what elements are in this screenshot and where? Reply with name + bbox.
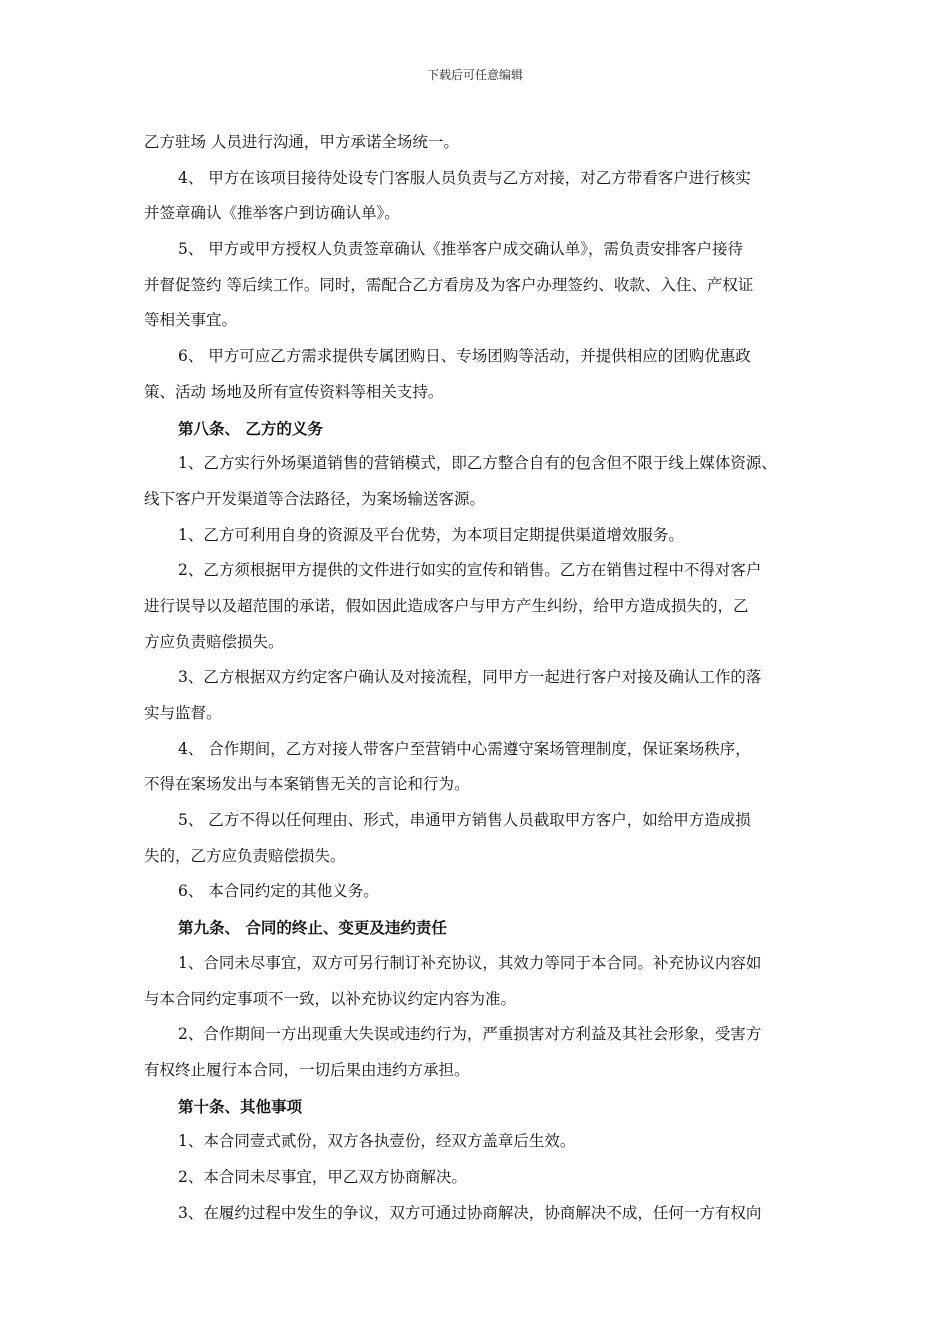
text-line: 1、合同未尽事宜，双方可另行制订补充协议，其效力等同于本合同。补充协议内容如	[178, 953, 762, 972]
text-line: 1、乙方可利用自身的资源及平台优势，为本项目定期提供渠道增效服务。	[178, 525, 684, 544]
text-line: 并督促签约 等后续工作。同时，需配合乙方看房及为客户办理签约、收款、入住、产权证	[144, 275, 754, 294]
text-line: 2、乙方须根据甲方提供的文件进行如实的宣传和销售。乙方在销售过程中不得对客户	[178, 561, 762, 580]
section-heading: 第十条、其他事项	[178, 1096, 303, 1116]
text-line: 1、乙方实行外场渠道销售的营销模式，即乙方整合自有的包含但不限于线上媒体资源、	[178, 454, 777, 473]
text-line: 4、 甲方在该项目接待处设专门客服人员负责与乙方对接，对乙方带看客户进行核实	[178, 168, 751, 187]
text-line: 进行误导以及超范围的承诺，假如因此造成客户与甲方产生纠纷，给甲方造成损失的，乙	[144, 596, 749, 615]
text-line: 3、乙方根据双方约定客户确认及对接流程，同甲方一起进行客户对接及确认工作的落	[178, 668, 762, 687]
page-header: 下载后可任意编辑	[426, 68, 523, 82]
text-line: 6、 甲方可应乙方需求提供专属团购日、专场团购等活动，并提供相应的团购优惠政	[178, 347, 751, 366]
text-line: 与本合同约定事项不一致，以补充协议约定内容为准。	[144, 989, 517, 1008]
text-line: 线下客户开发渠道等合法路径，为案场输送客源。	[144, 489, 486, 508]
text-line: 有权终止履行本合同，一切后果由违约方承担。	[144, 1060, 470, 1079]
text-line: 2、本合同未尽事宜，甲乙双方协商解决。	[178, 1167, 467, 1186]
text-line: 2、合作期间一方出现重大失误或违约行为，严重损害对方利益及其社会形象，受害方	[178, 1025, 762, 1044]
section-heading: 第八条、 乙方的义务	[178, 418, 323, 438]
text-line: 5、 甲方或甲方授权人负责签章确认《推举客户成交确认单》，需负责安排客户接待	[178, 240, 744, 259]
document-body	[144, 125, 814, 1231]
text-line: 5、 乙方不得以任何理由、形式，串通甲方销售人员截取甲方客户，如给甲方造成损	[178, 811, 751, 830]
text-line: 策、活动 场地及所有宣传资料等相关支持。	[144, 382, 444, 401]
text-line: 并签章确认《推举客户到访确认单》。	[144, 204, 400, 223]
text-line: 3、在履约过程中发生的争议，双方可通过协商解决，协商解决不成，任何一方有权向	[178, 1203, 762, 1222]
text-line: 乙方驻场 人员进行沟通，甲方承诺全场统一。	[144, 133, 459, 151]
text-line: 失的，乙方应负责赔偿损失。	[144, 846, 346, 865]
text-line: 方应负责赔偿损失。	[144, 632, 284, 651]
text-line: 1、本合同壹式贰份，双方各执壹份，经双方盖章后生效。	[178, 1132, 576, 1151]
section-heading: 第九条、 合同的终止、变更及违约责任	[178, 918, 447, 938]
text-line: 等相关事宜。	[144, 311, 238, 330]
text-line: 6、 本合同约定的其他义务。	[178, 882, 379, 901]
text-line: 实与监督。	[144, 704, 222, 722]
text-line: 4、 合作期间，乙方对接人带客户至营销中心需遵守案场管理制度，保证案场秩序，	[178, 739, 751, 758]
text-line: 不得在案场发出与本案销售无关的言论和行为。	[144, 775, 470, 794]
